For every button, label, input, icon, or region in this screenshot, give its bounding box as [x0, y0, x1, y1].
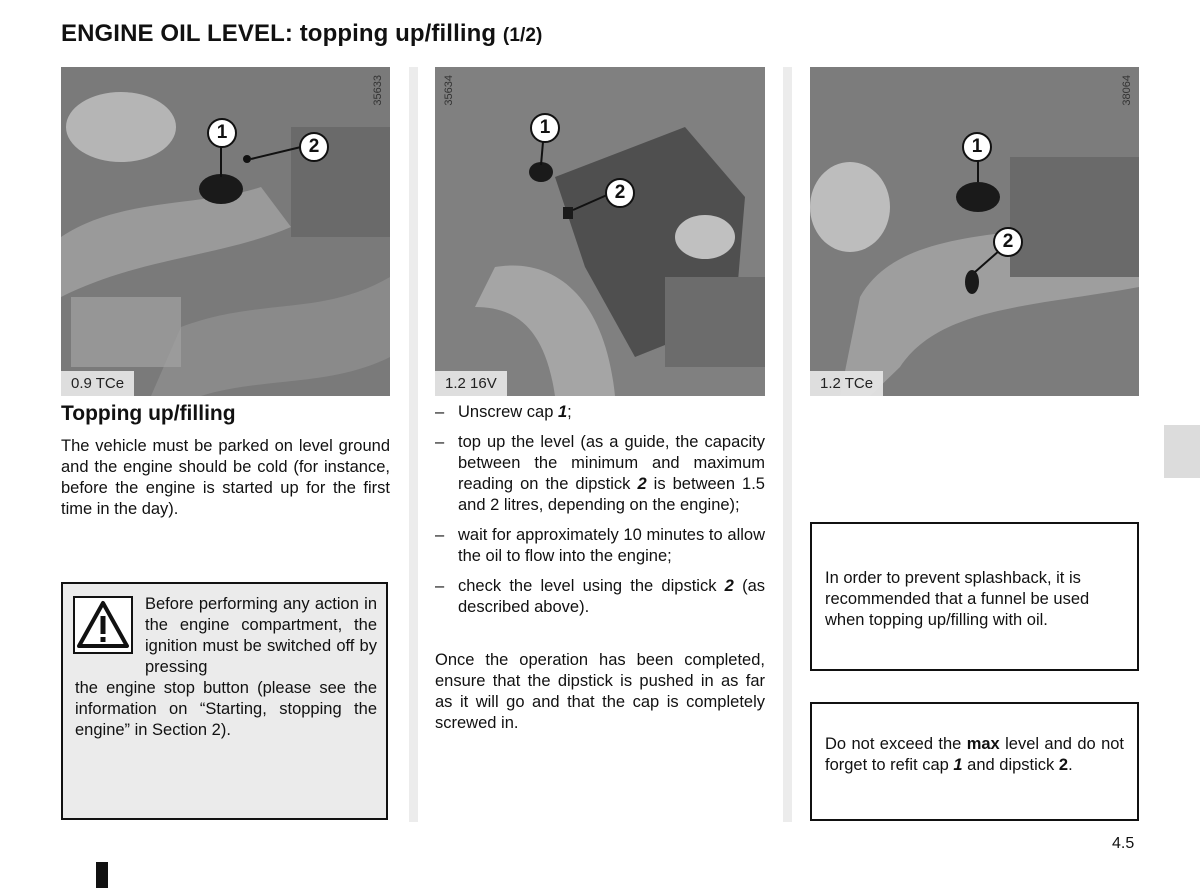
page-number: 4.5 [1112, 835, 1135, 852]
engine-photo-3 [810, 67, 1139, 396]
engine-label: 1.2 TCe [810, 371, 883, 396]
callout-1: 1 [207, 118, 237, 148]
page-title [61, 20, 542, 48]
intro-paragraph: The vehicle must be parked on level ground and the engine should be cold (for instance, before the engine is started up for the first time in the day). [61, 437, 390, 518]
engine-label: 1.2 16V [435, 371, 507, 396]
callout-2: 2 [605, 178, 635, 208]
list-item: – check the level using the dipstick 2 (as described above). [435, 577, 765, 616]
warning-box [61, 582, 388, 820]
warning-text-rest: the engine stop button (please see the information on “Starting, stopping the engine” in Section 2). [75, 679, 377, 739]
list-item: – Unscrew cap 1; [435, 403, 572, 421]
callout-1: 1 [530, 113, 560, 143]
section-tab-marker [1164, 425, 1200, 478]
callout-1: 1 [962, 132, 992, 162]
engine-label: 0.9 TCe [61, 371, 134, 396]
note-text: In order to prevent splashback, it is recommended that a funnel be used when topping up/filling with oil. [825, 569, 1090, 629]
warning-text-lead: Before performing any action in the engine compartment, the ignition must be switched off by pressing [145, 595, 377, 676]
engine-illustration-3 [810, 67, 1139, 396]
note-box-splashback [810, 522, 1139, 671]
warning-text [75, 594, 377, 741]
engine-photo-2 [435, 67, 765, 396]
page-edge-marker [96, 862, 108, 888]
photo-reference-number: 35634 [443, 75, 455, 106]
callout-2: 2 [299, 132, 329, 162]
callout-2: 2 [993, 227, 1023, 257]
list-item: – wait for approximately 10 minutes to allow the oil to flow into the engine; [435, 526, 765, 565]
list-item: – top up the level (as a guide, the capacity between the minimum and maximum reading on the dipstick 2 is between 1.5 and 2 litres, depending on the engine); [435, 433, 765, 514]
closing-paragraph: Once the operation has been completed, ensure that the dipstick is pushed in as far as it will go and that the cap is completely screwed in. [435, 651, 765, 732]
photo-reference-number: 38064 [1121, 75, 1133, 106]
title-suffix: (1/2) [502, 25, 543, 46]
title-main: ENGINE OIL LEVEL: topping up/filling [61, 20, 497, 47]
photo-reference-number: 35633 [372, 75, 384, 106]
engine-illustration-1 [61, 67, 390, 396]
column-separator-left [409, 67, 418, 822]
engine-illustration-2 [435, 67, 765, 396]
section-heading: Topping up/filling [61, 402, 236, 425]
step-list [435, 402, 765, 627]
note-box-max-level: Do not exceed the max level and do not forget to refit cap 1 and dipstick 2. [810, 702, 1139, 821]
column-separator-right [783, 67, 792, 822]
engine-photo-1 [61, 67, 390, 396]
